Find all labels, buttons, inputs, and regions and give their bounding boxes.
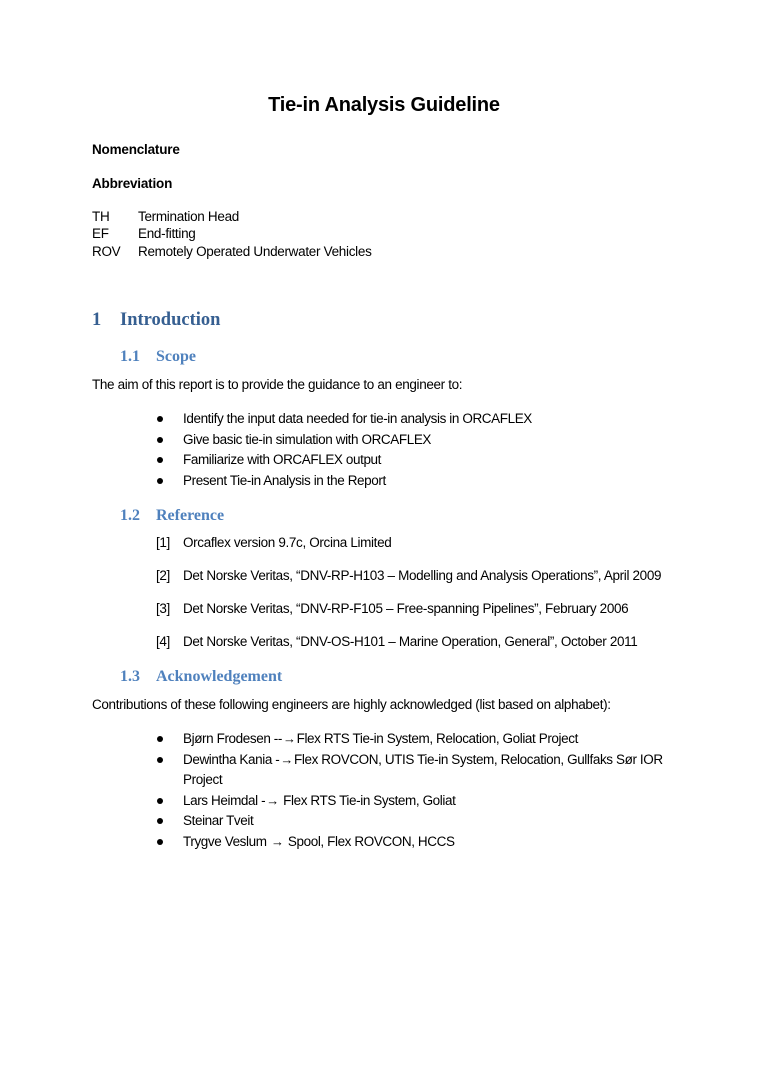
arrow-right-icon: →	[280, 751, 294, 767]
list-item	[155, 409, 695, 430]
subsection-number: 1.1	[120, 348, 140, 365]
reference-number: [2]	[156, 568, 170, 583]
bullet-icon	[157, 437, 163, 443]
scope-bullet-list	[155, 409, 695, 491]
bullet-icon	[157, 839, 163, 845]
engineer-name: Dewintha Kania -	[183, 751, 280, 767]
acknowledgement-bullet-list	[155, 729, 695, 852]
bullet-icon	[157, 818, 163, 824]
abbreviation-code: ROV	[92, 244, 121, 259]
engineer-contribution-continued: Project	[183, 772, 223, 787]
list-item-text: Give basic tie-in simulation with ORCAFLEX	[183, 431, 432, 447]
engineer-contribution: Spool, Flex ROVCON, HCCS	[284, 833, 455, 849]
arrow-right-icon: →	[266, 792, 279, 808]
scope-paragraph: The aim of this report is to provide the guidance to an engineer to:	[92, 377, 463, 392]
abbreviation-code: EF	[92, 226, 109, 241]
list-item-text: Familiarize with ORCAFLEX output	[183, 452, 382, 467]
reference-number: [1]	[156, 535, 170, 550]
nomenclature-heading: Nomenclature	[92, 142, 180, 157]
list-item	[155, 791, 695, 812]
arrow-right-icon: →	[270, 833, 284, 849]
abbreviation-description: Termination Head	[138, 209, 240, 224]
document-title: Tie-in Analysis Guideline	[268, 94, 500, 116]
list-item-text: Present Tie-in Analysis in the Report	[183, 472, 386, 488]
reference-text: Det Norske Veritas, “DNV-OS-H101 – Marine Operation, General”, October 2011	[183, 634, 638, 649]
reference-text: Orcaflex version 9.7c, Orcina Limited	[183, 535, 392, 550]
list-item	[155, 750, 695, 791]
engineer-name: Bjørn Frodesen --	[183, 731, 282, 746]
abbreviation-description: Remotely Operated Underwater Vehicles	[138, 244, 372, 259]
engineer-name: Steinar Tveit	[183, 813, 254, 828]
engineer-contribution: Flex RTS Tie-in System, Relocation, Goliat Project	[296, 731, 578, 746]
engineer-contribution: Flex ROVCON, UTIS Tie-in System, Relocation, Gullfaks Sør IOR	[294, 751, 663, 767]
bullet-icon	[157, 798, 163, 804]
reference-number: [4]	[156, 634, 170, 649]
reference-item	[156, 568, 661, 583]
subsection-heading-acknowledgement	[120, 668, 282, 686]
engineer-contribution: Flex RTS Tie-in System, Goliat	[279, 792, 456, 808]
bullet-icon	[157, 736, 163, 742]
list-item	[155, 450, 695, 471]
reference-item	[156, 634, 637, 649]
reference-item	[156, 535, 391, 550]
arrow-right-icon: →	[282, 731, 296, 746]
abbreviation-heading: Abbreviation	[92, 176, 173, 191]
list-item	[155, 471, 695, 492]
list-item	[155, 811, 695, 832]
section-heading-introduction	[92, 310, 220, 331]
bullet-icon	[157, 416, 163, 422]
reference-text: Det Norske Veritas, “DNV-RP-H103 – Modelling and Analysis Operations”, April 2009	[183, 568, 662, 583]
reference-item	[156, 601, 628, 616]
abbreviation-description: End-fitting	[138, 226, 196, 241]
engineer-name: Trygve Veslum	[183, 833, 270, 849]
reference-number: [3]	[156, 601, 170, 616]
abbreviation-code: TH	[92, 209, 110, 224]
subsection-heading-scope	[120, 348, 196, 366]
list-item	[155, 430, 695, 451]
bullet-icon	[157, 457, 163, 463]
bullet-icon	[157, 757, 163, 763]
bullet-icon	[157, 478, 163, 484]
subsection-number: 1.3	[120, 668, 140, 685]
list-item	[155, 729, 695, 750]
acknowledgement-paragraph: Contributions of these following engineers are highly acknowledged (list based on alphabet):	[92, 697, 611, 712]
engineer-name: Lars Heimdal -	[183, 792, 266, 808]
subsection-title: Reference	[156, 507, 225, 524]
section-title: Introduction	[120, 310, 221, 330]
subsection-title: Scope	[156, 348, 196, 365]
list-item	[155, 832, 695, 853]
subsection-number: 1.2	[120, 507, 140, 524]
subsection-title: Acknowledgement	[156, 668, 283, 685]
reference-text: Det Norske Veritas, “DNV-RP-F105 – Free-spanning Pipelines”, February 2006	[183, 601, 629, 616]
subsection-heading-reference	[120, 507, 224, 525]
section-number: 1	[92, 310, 102, 330]
list-item-text: Identify the input data needed for tie-in analysis in ORCAFLEX	[183, 411, 532, 426]
